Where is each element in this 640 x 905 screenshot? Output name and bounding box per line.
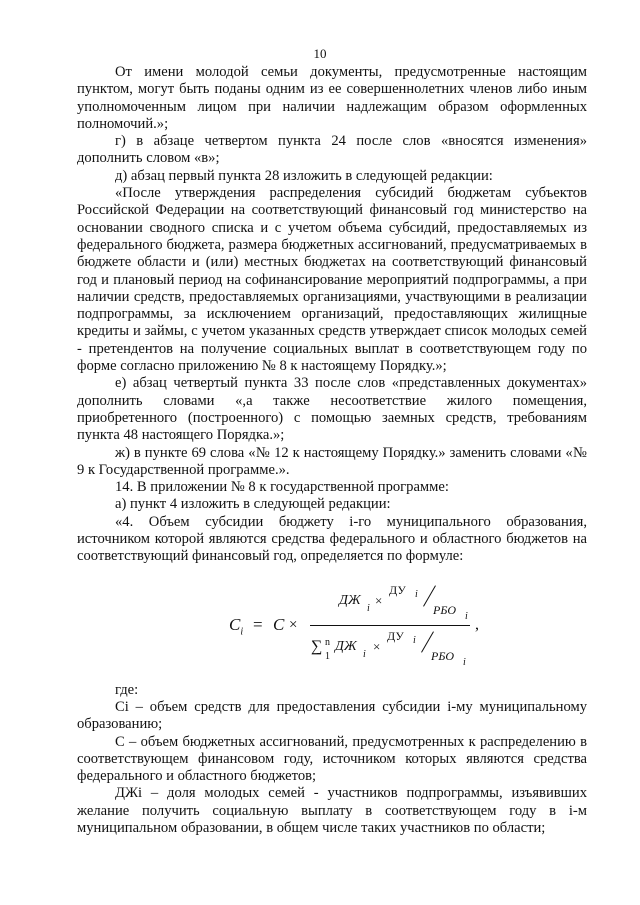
formula-equals: = bbox=[253, 614, 263, 634]
numerator-rbo-sub: i bbox=[465, 610, 468, 622]
denominator-du: ДУ bbox=[387, 628, 404, 643]
paragraph: а) пункт 4 изложить в следующей редакции: bbox=[115, 496, 391, 513]
sum-lower: 1 bbox=[325, 650, 330, 662]
formula-times: × bbox=[289, 616, 298, 633]
paragraph: «После утверждения распределения субсидий бюджетам субъектов Российской Федерации на соответствующий финансовый год министерство на основании сводного списка и с учетом объема субсидий, предоставляемых из федерального бюджета, размера бюджетных ассигнований, предусматриваемых в бюджете области и (или) местных бюджетах на соответствующий финансовый год и плановый период на софинансирование мероприятий подпрограммы, а при наличии средств, предоставляемых организациями, участвующими в реализации подпрограммы, за исключением организаций, предоставляющих жилищные кредиты и займы, с учетом указанных средств утверждает список молодых семей - претендентов на получение социальных выплат в соответствующем году по форме согласно приложению № 8 к настоящему Порядку.»; bbox=[77, 185, 587, 375]
numerator-times: × bbox=[375, 592, 383, 608]
paragraph: е) абзац четвертый пункта 33 после слов «представленных документах» дополнить словами «,а также несоответствие жилого помещения, приобретенного (построенного) с помощью заемных средств, требованиям пункта 48 настоящего Порядка.»; bbox=[77, 375, 587, 444]
document-body bbox=[77, 64, 587, 837]
denominator-rbo: РБО bbox=[431, 648, 455, 663]
numerator-du: ДУ bbox=[389, 582, 406, 597]
numerator-du-sub: i bbox=[415, 588, 418, 600]
paragraph: «4. Объем субсидии бюджету i-го муниципального образования, источником которой являются средства федерального и областного бюджетов на соответствующий финансовый год, определяется по формуле: bbox=[77, 513, 587, 565]
paragraph: С – объем бюджетных ассигнований, предусмотренных к распределению в соответствующем финансовом году, источником которых являются средства федерального и областного бюджетов; bbox=[77, 733, 587, 785]
fraction-line bbox=[310, 625, 470, 626]
sum-symbol: ∑ bbox=[311, 637, 323, 655]
denominator-du-sub: i bbox=[413, 634, 416, 646]
paragraph: д) абзац первый пункта 28 изложить в следующей редакции: bbox=[115, 167, 493, 184]
formula-lhs: $C_i$ bbox=[229, 614, 244, 637]
formula-c: C bbox=[273, 614, 285, 634]
paragraph: ж) в пункте 69 слова «№ 12 к настоящему Порядку.» заменить словами «№ 9 к Государственной программе.». bbox=[77, 444, 587, 478]
numerator-dzh: ДЖ bbox=[339, 592, 361, 608]
numerator-dzh-sub: i bbox=[367, 602, 370, 614]
denominator-dzh-sub: i bbox=[363, 648, 366, 660]
paragraph: Ci – объем средств для предоставления субсидии i-му муниципальному образованию; bbox=[77, 698, 587, 733]
denominator-dzh: ДЖ bbox=[335, 638, 357, 654]
subsidy-formula bbox=[77, 582, 587, 680]
paragraph: 14. В приложении № 8 к государственной программе: bbox=[115, 479, 449, 496]
denominator-times: × bbox=[373, 638, 381, 654]
denominator-rbo-sub: i bbox=[463, 656, 466, 668]
numerator-rbo: РБО bbox=[433, 602, 457, 617]
page-number: 10 bbox=[313, 46, 327, 61]
paragraph: где: bbox=[115, 681, 139, 698]
formula-comma: , bbox=[475, 615, 479, 633]
sum-upper: n bbox=[325, 636, 330, 648]
paragraph: ДЖi – доля молодых семей - участников подпрограммы, изъявивших желание получить социальную выплату в соответствующем году в i-м муниципальном образовании, в общем числе таких участников по области; bbox=[77, 785, 587, 836]
paragraph: г) в абзаце четвертом пункта 24 после слов «вносятся изменения» дополнить словом «в»; bbox=[77, 133, 587, 167]
paragraph: От имени молодой семьи документы, предусмотренные настоящим пунктом, могут быть поданы одним из ее совершеннолетних членов либо иным уполномоченным лицом при наличии надлежащим образом оформленных полномочий.»; bbox=[77, 64, 587, 132]
